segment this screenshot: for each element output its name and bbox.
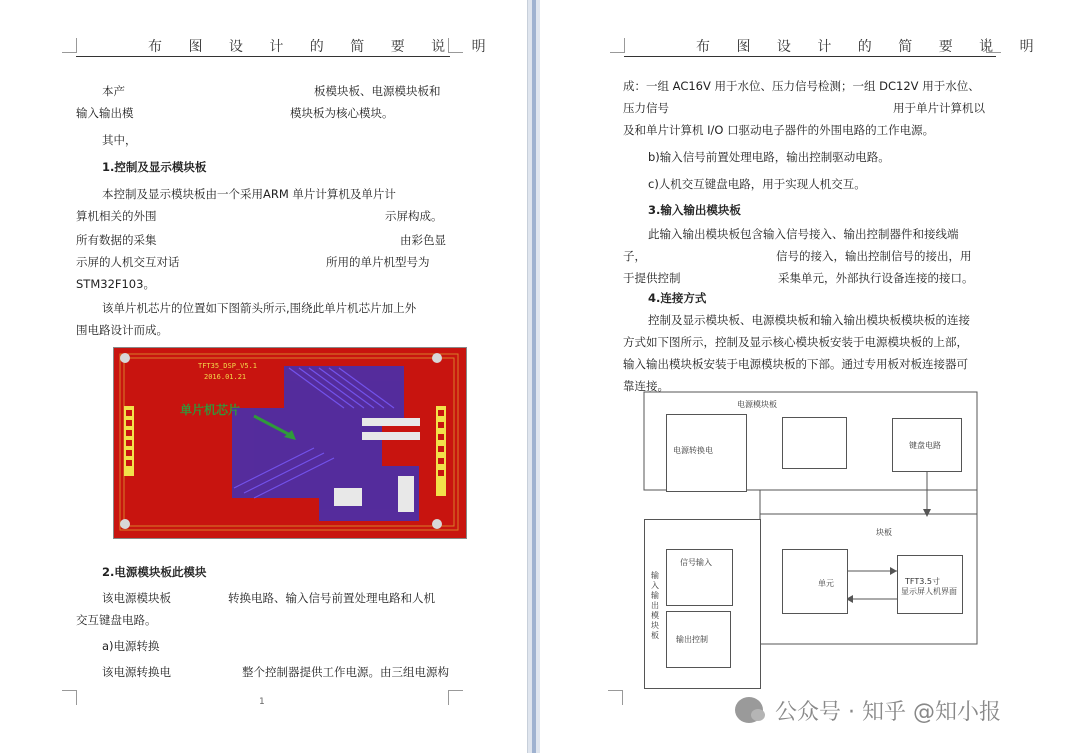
output-control-label: 输出控制 bbox=[676, 635, 708, 644]
paragraph-line: 该电源模块板 bbox=[102, 591, 171, 605]
paragraph-line: 方式如下图所示，控制及显示核心模块板安装于电源模块板的上部， bbox=[623, 335, 968, 349]
middle-box-top bbox=[782, 417, 847, 469]
io-board-label: 输入输出模块板 bbox=[651, 571, 659, 640]
paragraph-line: 所用的单片机型号为 bbox=[326, 255, 430, 269]
document-page-left bbox=[0, 0, 527, 753]
header-rule bbox=[76, 56, 450, 57]
paragraph-line: 子， bbox=[623, 249, 646, 263]
paragraph-line: 所有数据的采集 bbox=[76, 233, 157, 247]
wechat-icon bbox=[735, 697, 763, 723]
paragraph-line: 信号的接入，输出控制信号的接出，用 bbox=[776, 249, 972, 263]
section-heading: 1.控制及显示模块板 bbox=[102, 160, 207, 174]
page-corner-mark bbox=[448, 690, 463, 705]
power-board-label: 电源模块板 bbox=[737, 400, 777, 409]
paragraph-line: 板模块板、电源模块板和 bbox=[314, 84, 441, 98]
page-corner-mark bbox=[62, 690, 77, 705]
paragraph-line: 于提供控制 bbox=[623, 271, 681, 285]
watermark-text: 公众号 · 知乎 @知小报 bbox=[775, 699, 1001, 725]
paragraph-line: 控制及显示模块板、电源模块板和输入输出模块板模块板的连接 bbox=[648, 313, 970, 327]
paragraph-line: 交互键盘电路。 bbox=[76, 613, 157, 627]
paragraph-line: 示屏的人机交互对话 bbox=[76, 255, 180, 269]
paragraph-line: 压力信号 bbox=[623, 101, 669, 115]
section-heading: 3.输入输出模块板 bbox=[648, 203, 741, 217]
paragraph-line: STM32F103。 bbox=[76, 277, 155, 291]
tft-display-label-line2: 显示屏人机界面 bbox=[901, 587, 957, 596]
paragraph-line: 示屏构成。 bbox=[385, 209, 443, 223]
paragraph-line: 该电源转换电 bbox=[102, 665, 171, 679]
processing-unit-label: 单元 bbox=[818, 579, 834, 588]
paragraph-line: 整个控制器提供工作电源。由三组电源构 bbox=[242, 665, 449, 679]
paragraph-line: 靠连接。 bbox=[623, 379, 669, 393]
tft-display-label-line1: TFT3.5寸 bbox=[905, 577, 940, 586]
section-heading: 2.电源模块板此模块 bbox=[102, 565, 207, 579]
paragraph-line: 该单片机芯片的位置如下图箭头所示,围绕此单片机芯片加上外 bbox=[102, 301, 417, 315]
page-header-title: 布 图 设 计 的 简 要 说 明 bbox=[148, 39, 497, 55]
page-corner-mark bbox=[62, 38, 77, 53]
page-corner-mark bbox=[608, 690, 623, 705]
pcb-board-date: 2016.01.21 bbox=[204, 373, 247, 381]
page-header-title: 布 图 设 计 的 简 要 说 明 bbox=[696, 39, 1045, 55]
keyboard-circuit-label: 键盘电路 bbox=[909, 441, 941, 450]
paragraph-line: 其中， bbox=[102, 133, 137, 147]
paragraph-line: 输入输出模块板安装于电源模块板的下部。通过专用板对板连接器可 bbox=[623, 357, 968, 371]
watermark bbox=[735, 690, 1001, 730]
paragraph-line: 用于单片计算机以 bbox=[893, 101, 985, 115]
paragraph-line: 围电路设计而成。 bbox=[76, 323, 168, 337]
paragraph-line: 由彩色显 bbox=[400, 233, 446, 247]
paragraph-line: 采集单元，外部执行设备连接的接口。 bbox=[778, 271, 974, 285]
page-corner-mark bbox=[610, 38, 625, 53]
connection-block-diagram bbox=[643, 391, 979, 693]
paragraph-line: 输入输出模 bbox=[76, 106, 134, 120]
signal-input-label: 信号输入 bbox=[680, 558, 712, 567]
paragraph-line: 本产 bbox=[102, 84, 125, 98]
pcb-layout-image bbox=[113, 347, 467, 539]
pcb-board-label: TFT35_DSP_V5.1 bbox=[198, 362, 258, 370]
paragraph-line: 本控制及显示模块板由一个采用ARM 单片计算机及单片计 bbox=[102, 187, 396, 201]
paragraph-line: 此输入输出模块板包含输入信号接入、输出控制器件和接线端 bbox=[648, 227, 959, 241]
paragraph-line: a)电源转换 bbox=[102, 639, 160, 653]
paragraph-line: 成：一组 AC16V 用于水位、压力信号检测；一组 DC12V 用于水位、 bbox=[623, 79, 980, 93]
section-heading: 4.连接方式 bbox=[648, 291, 707, 305]
core-board-label: 块板 bbox=[876, 528, 892, 537]
paragraph-line: 转换电路、输入信号前置处理电路和人机 bbox=[228, 591, 435, 605]
paragraph-line: 及和单片计算机 I/O 口驱动电子器件的外围电路的工作电源。 bbox=[623, 123, 935, 137]
pcb-arrow-label: 单片机芯片 bbox=[180, 403, 241, 417]
header-rule bbox=[624, 56, 996, 57]
paragraph-line: c)人机交互键盘电路，用于实现人机交互。 bbox=[648, 177, 866, 191]
paragraph-line: b)输入信号前置处理电路，输出控制驱动电路。 bbox=[648, 150, 890, 164]
page-number: 1 bbox=[259, 697, 265, 707]
paragraph-line: 算机相关的外围 bbox=[76, 209, 157, 223]
processing-unit-box bbox=[782, 549, 848, 614]
power-convert-label: 电源转换电 bbox=[673, 446, 713, 455]
paragraph-line: 模块板为核心模块。 bbox=[290, 106, 394, 120]
